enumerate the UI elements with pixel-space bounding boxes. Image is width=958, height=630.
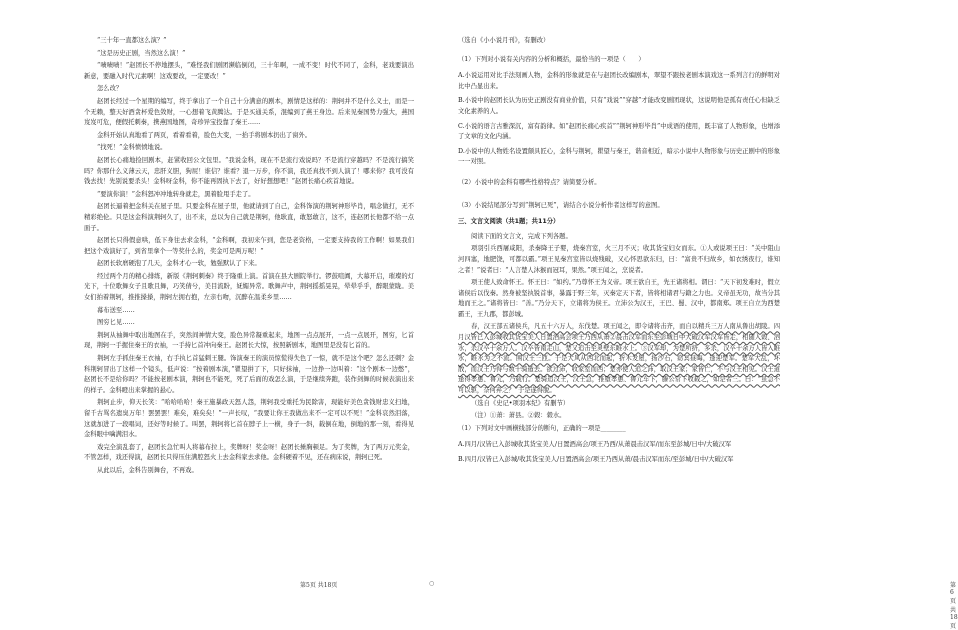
option-a: A.小说运用对比手法刻画人物，金科的形象就是在与赵团长改编剧本，翠望不跟按老剧本演戏这一系列言行的鲜明对比中凸显出来。 — [458, 72, 780, 90]
classical-paragraph: 项羽引兵西屠咸阳，杀秦降王子婴，烧秦宫室，火三月不灭；收其货宝妇女而东。①人或说项王曰：“关中阻山河四塞，地肥饶，可都以霸。”项王见秦宫室皆以烧残破，又心怀思欲东归，曰：“富贵不归故乡，如衣绣夜行，谁知之者！”说者曰：“人言楚人沐猴而冠耳，果然。”项王闻之，烹说者。 — [458, 245, 780, 274]
right-page — [430, 0, 958, 630]
classical-paragraph: 项王使人致命怀王。怀王曰：“如约。”乃尊怀王为义帝。项王欲自王，先王诸将相。谓曰：“天下初发难时，假立诸侯后以伐秦。然身被坚执锐首事，暴露于野三年，灭秦定天下者，皆将相诸君与籍之力也。义帝虽无功，故当分其地而王之。”诸将皆曰：“善。”乃分天下，立诸将为侯王。立沛公为汉王，王巴、蜀、汉中，都南郑。项王自立为西楚霸王，王九郡，都彭城。 — [458, 279, 780, 318]
paragraph: 赵团长逼着把金科关在屋子里。只要金科在屋子里，他就请到了自己，金科饰演的荆轲神形毕肖，唱念做打，无不精彩绝伦。只是这金科演荆轲久了，出不来，总以为自己就是荆轲，他耿直，敢怒敢言，这不，连赵团长他都不给一点面子。 — [84, 203, 414, 232]
paragraph: “这是历史正剧，当然这么演！” — [97, 49, 186, 57]
paragraph: 赵团长只得假意哄，低下身往去求金科，“金科啊，我初来乍到，您是老资格，一定要支持我的工作啊！如果我们把这个戏演好了，到省里拿个一等奖什么的，奖金可是两万呢！” — [84, 237, 414, 255]
reading-intro: 阅读下面的文言文，完成下列各题。 — [471, 232, 572, 240]
section-heading: 三、文言文阅读（共1题；共11分） — [458, 218, 560, 226]
option-d: D.小说中的人物姓名设置颇具匠心，金科与荆轲，瞿望与秦王，谐音相近，暗示小说中人物形象与历史正剧中的形象一一对照。 — [458, 147, 780, 166]
paragraph: 赵团长软磨硬泡了几天，金科才心一软，勉强默认了下来。 — [97, 260, 261, 268]
paragraph: 荆轲止步，仰天长笑：“哈哈哈哈！秦王施暴政天怒人怨，荆轲我受重托为民除害，现能好美色贪钱财忠义扫地，留千古骂名遗臭万年！罢罢罢！难矣，难矣矣！”一声长叹，“我要让你王我做出来不一定可以不死！”金科哀然泪落，这就加进了一段唱词，还好等时候了。叫罢，荆轲将匕首在脖子上一横，身子一斜，载倒在地，倒地的那一刻，看得见金科眼中噙满泪水。 — [84, 399, 414, 439]
question-stem: （1）下列对小说有关内容的分析和概括，最恰当的一项是（ ） — [458, 55, 645, 63]
left-page — [0, 0, 430, 608]
paragraph: “要演你演！”金科怒冲冲地转身就走，黑着脸甩手走了。 — [97, 190, 255, 198]
page-number-right: 第6页 共18页 — [950, 582, 958, 630]
classical-source: （选自《史记•项羽本纪》有删节） — [471, 399, 570, 407]
question-3: （3）小说结尾部分写到“荆轲已死”，请结合小说分析作者这样写的意图。 — [458, 201, 664, 209]
question-2: （2）小说中的金科有哪些性格特点？请简要分析。 — [458, 178, 601, 186]
paragraph: 荆轲从袖舞中取出地图在手，突然间神情大变，脸色异常凝重起来，地图一点点展开，一点一点展开，图穷，匕首现，荆轲一手握住秦王的衣袖，一手持匕首冲向秦王。赵团长大惊，按照新剧本，地图里是没有匕首的。 — [84, 331, 414, 350]
paragraph: 戏完全演乱套了，赵团长急忙叫人将幕布拉上，奖牌呀！奖金呀！赵团长捶胸顿足。为了奖牌，为了两万元奖金，不管怎样，戏还得演，赵团长只得压住满腔怒火上去金科家去求他。金科硬着不见，还在病床说，荆轲已死。 — [84, 443, 414, 462]
paragraph: 图穷匕见…… — [97, 319, 135, 327]
classical-paragraph: 春，汉王部五诸侯兵，凡五十六万人，东伐楚。项王闻之，即令诸将击齐，而自以精兵三万人南从鲁出胡陵。四月汉皆已入彭城收其货宝美人日置酒高会项王乃西从萧②晨击汉军而东至彭城日中大破汉军汉军皆走，相随入榖、泗水，杀汉卒十余万人。汉卒皆南走山，楚又追击至灵壁东睢水上。③汉军却，为楚所挤，多杀，汉卒十余万人皆入睢水，睢水为之不流。围汉王三匝。于是大风从西北而起，折木发屋，扬沙石，窈冥昼晦，逢迎楚军。楚军大乱，坏散，而汉王乃得与数十骑遁去。欲过沛，收家室而西；楚亦使人追之沛，取汉王家；家皆亡，不与汉王相见。汉王道逢得孝惠、鲁元，乃载行。楚骑追汉王，汉王急，推堕孝惠、鲁元车下，滕公常下收载之，如是者三。曰：“虽急不可以驱，奈何弃之？”于是遂得脱。 — [458, 323, 780, 395]
page-number-left: 第5页 共18页 — [300, 582, 338, 589]
option-c: C.小说的语言古雅深沉，富有韵律。如“赵团长痛心疾首”“荆轲神形毕肖”中成语的使用，既丰富了人物形象，也增添了文章的文化内涵。 — [458, 122, 780, 141]
option-b: B.小说中的赵团长认为历史正剧没有商业价值，只有“戏说”“穿越”才能改变剧团现状，这说明他是孤有责任心但缺乏文化素养的人。 — [458, 97, 780, 115]
paragraph: 怎么改？ — [97, 85, 123, 93]
classical-note: （注）①萧：萧县。②榖：榖水。 — [471, 412, 566, 420]
paragraph: 赵团长心痛地捡回剧本，赶紧收回公文包里。“我说金科，现在不是流行戏说吗？不是流行穿越吗？不是流行搞笑吗？你那什么义薄云天，忠肝义胆，狗屁！谁信？谁看？退一万步，你不演，我还真找不到人演了！哪来你？我可没有钱去找！先别说要杀头！金科呀金科，你不能再固执下去了，好好想想吧！”赵团长痛心疾首地说。 — [84, 156, 414, 186]
option-b: B.四月/汉皆已入彭城/收其货宝美人/日置酒高会/项王乃西从萧/晨击汉军而东/至彭城/日中/大破汉军 — [458, 456, 734, 463]
paragraph: 金科开始认真地看了两页，看着看着，脸色大变，一抬手将剧本扔出了窗外。 — [97, 131, 312, 139]
paragraph: “三十年一直都这么演？” — [97, 37, 167, 44]
paragraph: “找死！”金科愤愤地说。 — [97, 144, 167, 152]
paragraph: 荆轲左手抓住秦王衣袖，右手执匕首猛刺王腿。饰演秦王的演员惊慌得失色了一惊，就不是这个吧？怎么还刺？金科荆轲冒出了这样一个镜头，低声说：“按着剧本演，”瞿望拼了下，只好抹袖，一边挣一边叫着：“这个剧本一边憋”，赵团长不是给你吗？不能按老剧本演，荆轲也不能死，死了后面的戏怎么演，于是继续奔跑，装作剑舞的时候表演出来的样子。金科瞪出来掌握的悬心。 — [84, 355, 414, 394]
page-separator: ○ — [429, 580, 435, 587]
paragraph: 赵团长经过一个星期的编写，终于拿出了一个自己十分满意的剧本，剧情是这样的：荆轲并不是什么义士，而是一个无赖，整天好酒贪杯爱色敛财，一心想着飞黄腾达。于是买通关系，混编到了燕王身边。后来见秦国势力强大，燕国岌岌可危，便假托刺秦，携燕国地图，奇珍异宝投靠了秦王…… — [84, 97, 414, 127]
option-a: A.四月/汉皆已入彭城收其货宝美人/日置酒高会/项王乃西/从萧晨击汉军/而东至彭城/日中/大破汉军 — [458, 441, 732, 449]
left-column — [84, 36, 414, 479]
classical-question-1: （1）下列对文中画横线部分的断句，正确的一项是________ — [458, 424, 626, 432]
paragraph: 经过两个月的精心排练，新版《荆轲刺秦》终于隆重上演。首演在县大剧院举行。锣鼓喧阗，大幕开启，璀璨的灯光下，十位歌舞女子且歌且舞，巧笑倩兮，美目流盼，妩媚异常。歌舞声中，荆轲摇摇晃晃，晕晕乎乎，醉眼蒙眬。美女们拍着荆轲，推推搡搡，荆轲左拥右抱，左亲右吻，沉醉在温柔乡里…… — [84, 272, 414, 302]
right-column — [458, 36, 780, 470]
story-source: （选自《小小说月刊》，有删改） — [458, 37, 550, 44]
paragraph: 幕布送至…… — [97, 306, 135, 314]
paragraph: 从此以后，金科告别舞台，不再戏。 — [97, 466, 198, 474]
paragraph: “啧啧啧！”赵团长不停地摆头，“难怪我们剧团濒临倒闭，三十年啊，一成不变！时代不同了，金科，老戏要演出新意，要融入时代元素啊！这戏要改，一定要改！” — [84, 62, 414, 80]
